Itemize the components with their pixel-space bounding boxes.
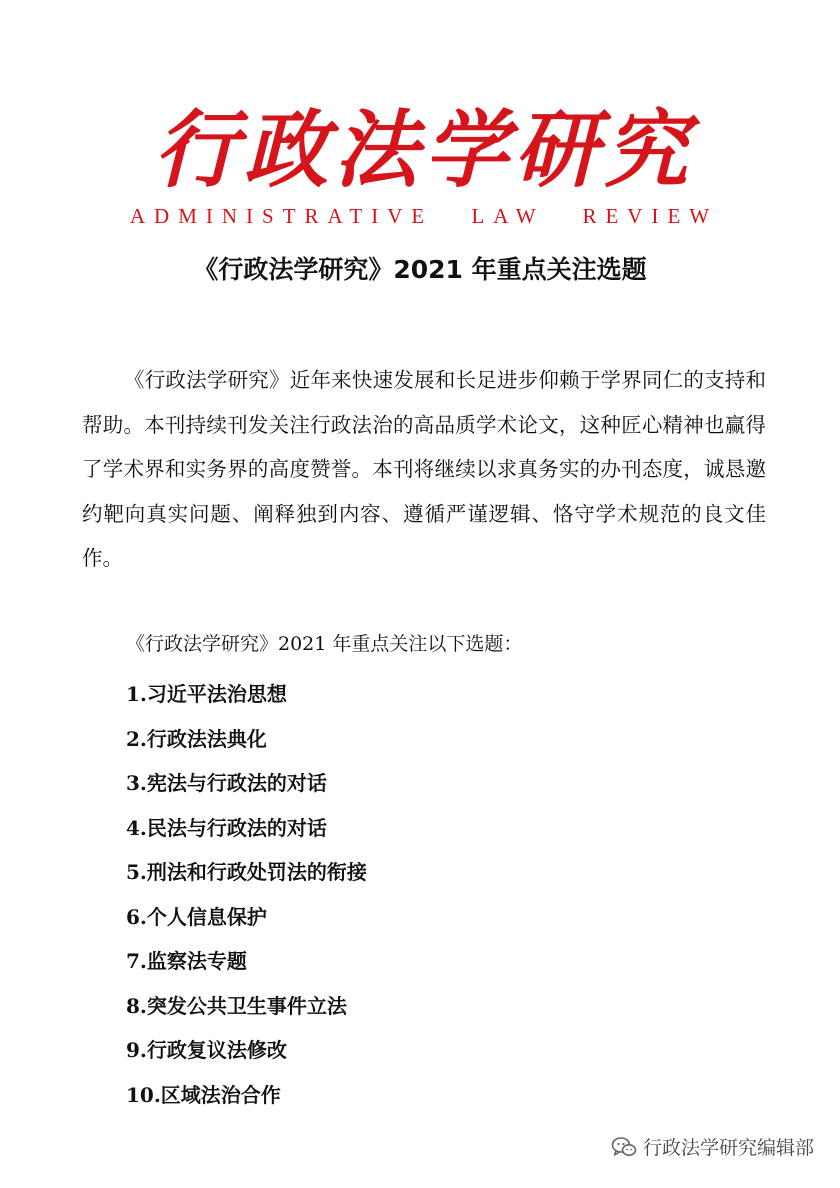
- journal-logo-english: ADMINISTRATIVE LAW REVIEW: [129, 204, 719, 228]
- topic-list-heading: 《行政法学研究》2021 年重点关注以下选题：: [126, 633, 523, 655]
- topic-item: 8.突发公共卫生事件立法: [126, 993, 347, 1018]
- topic-item: 2.行政法法典化: [126, 726, 267, 751]
- page-title: 《行政法学研究》2021 年重点关注选题: [193, 255, 647, 284]
- intro-paragraph: 《行政法学研究》近年来快速发展和长足进步仰赖于学界同仁的支持和帮助。本刊持续刊发关注行政法治的高品质学术论文，这种匠心精神也赢得了学术界和实务界的高度赞誉。本刊将继续以求真务实的办刊态度，诚恳邀约靶向真实问题、阐释独到内容、遵循严谨逻辑、恪守学术规范的良文佳作。: [82, 368, 766, 570]
- topic-list: [126, 672, 367, 1117]
- footer-watermark: [611, 1133, 814, 1160]
- topic-item: 10.区域法治合作: [126, 1082, 281, 1107]
- topic-item: 1.习近平法治思想: [126, 682, 287, 706]
- footer-watermark-text: 行政法学研究编辑部: [642, 1137, 814, 1159]
- topic-item: 6.个人信息保护: [126, 904, 267, 929]
- journal-logo: 行政法学研究: [153, 100, 694, 199]
- wechat-icon: [611, 1136, 637, 1158]
- topic-item: 9.行政复议法修改: [126, 1038, 287, 1062]
- topic-item: 7.监察法专题: [126, 949, 247, 973]
- topic-item: 4.民法与行政法的对话: [126, 815, 327, 840]
- topic-item: 5.刑法和行政处罚法的衔接: [126, 860, 367, 884]
- topic-item: 3.宪法与行政法的对话: [126, 771, 327, 795]
- masthead: [0, 100, 840, 228]
